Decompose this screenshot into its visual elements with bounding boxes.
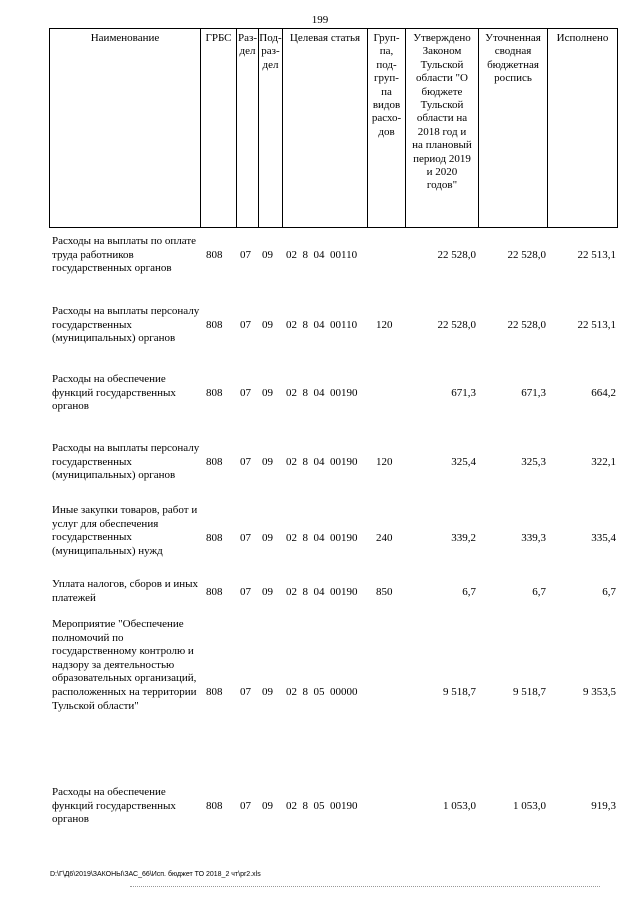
header-bottom-border <box>49 227 618 228</box>
row-approved: 1 053,0 <box>443 800 476 812</box>
header-approved: Утверждено Законом Тульской области "О бюджете Тульской области на 2018 год и на плановый период 2019 и 2020 годов" <box>412 32 472 192</box>
row-grbs: 808 <box>206 532 223 544</box>
row-razdel: 07 <box>240 319 251 331</box>
row-vid: 850 <box>376 586 393 598</box>
row-grbs: 808 <box>206 319 223 331</box>
row-name: Иные закупки товаров, работ и услуг для обеспечения государственных (муниципальных) нужд <box>52 504 198 557</box>
row-approved: 325,4 <box>451 456 476 468</box>
row-approved: 22 528,0 <box>437 249 476 261</box>
row-target: 02 8 04 00190 <box>286 456 358 468</box>
row-podrazdel: 09 <box>262 319 273 331</box>
row-refined: 1 053,0 <box>513 800 546 812</box>
page-number: 199 <box>311 14 329 26</box>
row-name: Расходы на обеспечение функций государственных органов <box>52 373 176 413</box>
header-grbs: ГРБС <box>205 32 232 44</box>
header-podrazdel: Под- раз- дел <box>259 32 282 71</box>
row-executed: 6,7 <box>602 586 616 598</box>
row-grbs: 808 <box>206 387 223 399</box>
col-divider <box>547 28 548 228</box>
row-name: Мероприятие "Обеспечение полномочий по государственному контролю и надзору за деятельностью образовательных организаций, расположенных на территории Тульской области" <box>52 618 197 712</box>
row-refined: 339,3 <box>521 532 546 544</box>
col-divider <box>49 28 50 228</box>
row-approved: 6,7 <box>462 586 476 598</box>
header-refined: Уточненная сводная бюджетная роспись <box>485 32 541 85</box>
row-grbs: 808 <box>206 800 223 812</box>
row-podrazdel: 09 <box>262 800 273 812</box>
row-target: 02 8 04 00110 <box>286 319 358 331</box>
row-razdel: 07 <box>240 249 251 261</box>
row-podrazdel: 09 <box>262 387 273 399</box>
row-target: 02 8 04 00190 <box>286 586 358 598</box>
row-grbs: 808 <box>206 249 223 261</box>
row-executed: 22 513,1 <box>577 319 616 331</box>
row-approved: 9 518,7 <box>443 686 476 698</box>
row-executed: 664,2 <box>591 387 616 399</box>
row-target: 02 8 04 00190 <box>286 532 358 544</box>
row-vid: 120 <box>376 319 393 331</box>
row-name: Расходы на обеспечение функций государственных органов <box>52 786 176 826</box>
file-path-footer: D:\Г\Д6\2019\ЗАКОНЫ\ЗАС_66\Исп. бюджет ТО 2018_2 чт\pr2.xls <box>50 871 261 878</box>
row-razdel: 07 <box>240 387 251 399</box>
row-approved: 22 528,0 <box>437 319 476 331</box>
row-razdel: 07 <box>240 686 251 698</box>
header-executed: Исполнено <box>556 32 609 44</box>
row-refined: 671,3 <box>521 387 546 399</box>
row-name: Расходы на выплаты персоналу государственных (муниципальных) органов <box>52 305 200 345</box>
row-target: 02 8 04 00190 <box>286 387 358 399</box>
row-target: 02 8 04 00110 <box>286 249 358 261</box>
row-grbs: 808 <box>206 456 223 468</box>
row-razdel: 07 <box>240 456 251 468</box>
col-divider <box>617 28 618 228</box>
row-podrazdel: 09 <box>262 686 273 698</box>
header-target-article: Целевая статья <box>289 32 361 44</box>
row-approved: 339,2 <box>451 532 476 544</box>
row-refined: 22 528,0 <box>507 249 546 261</box>
row-refined: 22 528,0 <box>507 319 546 331</box>
row-executed: 9 353,5 <box>583 686 616 698</box>
row-podrazdel: 09 <box>262 456 273 468</box>
row-podrazdel: 09 <box>262 586 273 598</box>
col-divider <box>200 28 201 228</box>
row-executed: 919,3 <box>591 800 616 812</box>
row-grbs: 808 <box>206 586 223 598</box>
header-top-border <box>49 28 618 29</box>
row-executed: 335,4 <box>591 532 616 544</box>
header-expense-group: Груп- па, под- груп- па видов расхо- дов <box>371 32 402 138</box>
header-name: Наименование <box>90 32 160 44</box>
row-vid: 120 <box>376 456 393 468</box>
header-razdel: Раз- дел <box>237 32 257 58</box>
row-grbs: 808 <box>206 686 223 698</box>
row-refined: 9 518,7 <box>513 686 546 698</box>
row-target: 02 8 05 00000 <box>286 686 358 698</box>
row-podrazdel: 09 <box>262 532 273 544</box>
row-razdel: 07 <box>240 800 251 812</box>
row-razdel: 07 <box>240 532 251 544</box>
col-divider <box>282 28 283 228</box>
row-target: 02 8 05 00190 <box>286 800 358 812</box>
row-refined: 6,7 <box>532 586 546 598</box>
row-name: Расходы на выплаты по оплате труда работников государственных органов <box>52 235 197 275</box>
row-executed: 322,1 <box>591 456 616 468</box>
footer-divider <box>130 886 600 887</box>
row-podrazdel: 09 <box>262 249 273 261</box>
row-refined: 325,3 <box>521 456 546 468</box>
row-approved: 671,3 <box>451 387 476 399</box>
row-vid: 240 <box>376 532 393 544</box>
row-razdel: 07 <box>240 586 251 598</box>
row-name: Расходы на выплаты персоналу государственных (муниципальных) органов <box>52 442 200 482</box>
row-executed: 22 513,1 <box>577 249 616 261</box>
row-name: Уплата налогов, сборов и иных платежей <box>52 578 199 604</box>
